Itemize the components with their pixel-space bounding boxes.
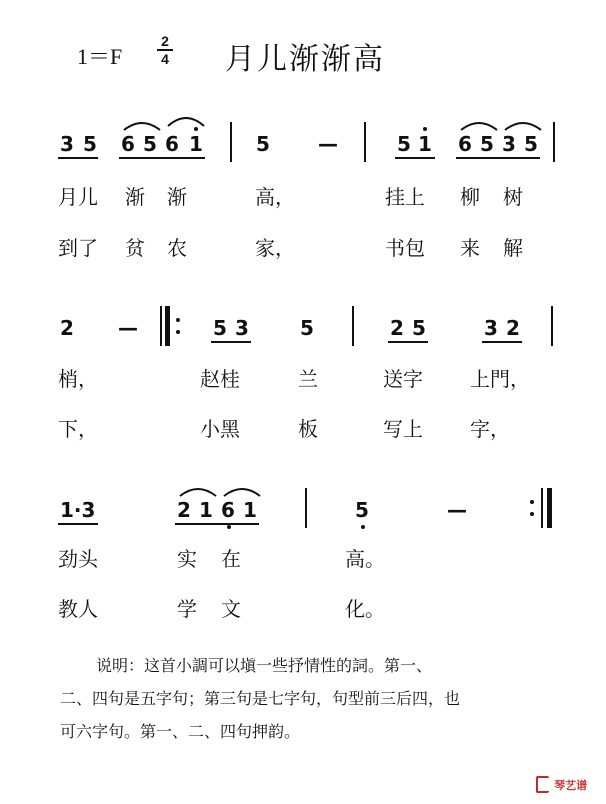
footnote-line: 二、四句是五字句；第三句是七字句，句型前三后四，也 bbox=[60, 689, 461, 708]
lyric: 字， bbox=[470, 417, 510, 441]
lyric: 教人 bbox=[58, 597, 98, 621]
repeat-thick-line bbox=[547, 488, 552, 528]
lyric: 实 bbox=[177, 547, 197, 571]
lyric: 来 bbox=[460, 236, 480, 260]
repeat-thin-line bbox=[160, 306, 162, 346]
note: 1 bbox=[199, 498, 213, 522]
lyric: 在 bbox=[221, 547, 241, 571]
underline bbox=[58, 523, 98, 525]
barline bbox=[553, 122, 555, 162]
note: 2 bbox=[60, 316, 74, 340]
watermark-text: 琴艺谱 bbox=[554, 779, 588, 792]
dash: — bbox=[118, 316, 138, 340]
slur bbox=[122, 118, 162, 132]
lyric: 赵桂 bbox=[200, 367, 240, 391]
lyric: 农 bbox=[167, 236, 187, 260]
lyric: 上門， bbox=[470, 367, 530, 391]
key-signature: 1＝F bbox=[77, 44, 123, 69]
note: 1·3 bbox=[60, 498, 96, 522]
note: 3 bbox=[484, 316, 498, 340]
note: 5 bbox=[83, 132, 97, 156]
note: 6 bbox=[165, 132, 179, 156]
note: 5 bbox=[300, 316, 314, 340]
lyric: 化。 bbox=[345, 597, 385, 621]
underline bbox=[395, 157, 435, 159]
lyric: 劲头 bbox=[58, 547, 98, 571]
lyric: 送字 bbox=[383, 367, 423, 391]
note: 1 bbox=[418, 132, 432, 156]
barline bbox=[352, 306, 354, 346]
barline bbox=[364, 122, 366, 162]
note: 6 bbox=[221, 498, 235, 522]
low-octave-dot bbox=[361, 525, 365, 529]
lyric: 梢， bbox=[58, 367, 98, 391]
lyric: 学 bbox=[177, 597, 197, 621]
lyric: 书包 bbox=[385, 236, 425, 260]
underline bbox=[482, 341, 522, 343]
footnote-line: 说明：这首小調可以塡一些抒情性的詞。第一、 bbox=[96, 656, 433, 675]
slur bbox=[503, 118, 543, 132]
high-octave-dot bbox=[423, 127, 427, 131]
watermark-logo-icon bbox=[536, 776, 549, 793]
repeat-dot bbox=[530, 512, 534, 516]
note: 6 bbox=[121, 132, 135, 156]
note: 5 bbox=[397, 132, 411, 156]
lyric: 小黑 bbox=[200, 417, 240, 441]
lyric: 到了 bbox=[58, 236, 98, 260]
dash: — bbox=[318, 132, 338, 156]
lyric: 板 bbox=[298, 417, 318, 441]
lyric: 下， bbox=[58, 417, 98, 441]
lyric: 柳 bbox=[460, 185, 480, 209]
repeat-dot bbox=[176, 330, 180, 334]
time-sig-bottom: 4 bbox=[161, 51, 169, 67]
underline bbox=[175, 523, 259, 525]
lyric: 渐 bbox=[125, 185, 145, 209]
repeat-dot bbox=[530, 500, 534, 504]
note: 5 bbox=[213, 316, 227, 340]
note: 1 bbox=[189, 132, 203, 156]
lyric: 家， bbox=[255, 236, 295, 260]
slur bbox=[222, 484, 262, 498]
underline bbox=[388, 341, 428, 343]
note: 2 bbox=[177, 498, 191, 522]
lyric: 解 bbox=[503, 236, 523, 260]
slur bbox=[178, 484, 218, 498]
note: 5 bbox=[256, 132, 270, 156]
note: 3 bbox=[235, 316, 249, 340]
note: 5 bbox=[143, 132, 157, 156]
lyric: 写上 bbox=[383, 417, 423, 441]
note: 2 bbox=[390, 316, 404, 340]
slur bbox=[166, 112, 206, 128]
note: 5 bbox=[355, 498, 369, 522]
lyric: 月儿 bbox=[58, 185, 98, 209]
time-signature bbox=[157, 34, 173, 66]
watermark bbox=[536, 774, 587, 793]
barline bbox=[230, 122, 232, 162]
underline bbox=[211, 341, 251, 343]
repeat-dot bbox=[176, 318, 180, 322]
slur bbox=[459, 118, 499, 132]
lyric: 挂上 bbox=[385, 185, 425, 209]
lyric: 高。 bbox=[345, 547, 385, 571]
underline bbox=[456, 157, 540, 159]
note: 3 bbox=[502, 132, 516, 156]
underline bbox=[58, 157, 98, 159]
note: 1 bbox=[243, 498, 257, 522]
lyric: 兰 bbox=[298, 367, 318, 391]
lyric: 高， bbox=[255, 185, 295, 209]
repeat-thick-line bbox=[165, 306, 170, 346]
barline bbox=[305, 488, 307, 528]
dash: — bbox=[447, 498, 467, 522]
barline bbox=[551, 306, 553, 346]
note: 3 bbox=[60, 132, 74, 156]
underline bbox=[119, 157, 205, 159]
note: 6 bbox=[458, 132, 472, 156]
lyric: 树 bbox=[503, 185, 523, 209]
lyric: 文 bbox=[221, 597, 241, 621]
song-title: 月儿渐渐高 bbox=[225, 42, 385, 77]
note: 5 bbox=[524, 132, 538, 156]
lyric: 贫 bbox=[125, 236, 145, 260]
lyric: 渐 bbox=[167, 185, 187, 209]
note: 5 bbox=[480, 132, 494, 156]
low-octave-dot bbox=[227, 525, 231, 529]
note: 2 bbox=[506, 316, 520, 340]
footnote-line: 可六字句。第一、二、四句押韵。 bbox=[60, 722, 301, 741]
repeat-thin-line bbox=[541, 488, 543, 528]
note: 5 bbox=[412, 316, 426, 340]
time-sig-top: 2 bbox=[161, 33, 169, 49]
